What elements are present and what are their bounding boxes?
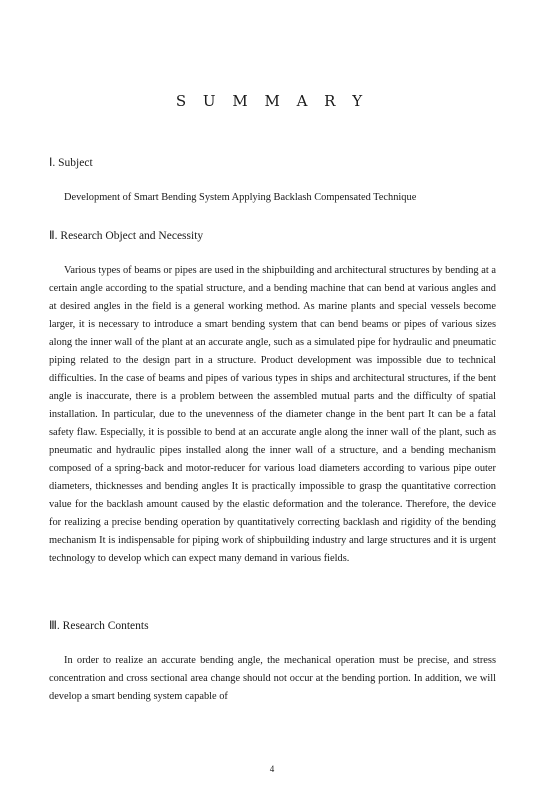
research-contents-paragraph: In order to realize an accurate bending angle, the mechanical operation must be precise, and stress concentration and cross sectional area change should not occur at the bending portion. In addition, we will develop a smart bending system capable of (49, 655, 496, 702)
page-number: 4 (269, 764, 275, 774)
summary-title: S U M M A R Y (175, 92, 369, 110)
research-object-paragraph: Various types of beams or pipes are used in the shipbuilding and architectural structures by bending at a certain angle according to the spatial structure, and a bending machine that can bend at various angles and at desired angles in the field is a general working method. As marine plants and special vessels become larger, it is necessary to introduce a smart bending system that can bend beams or pipes of various sizes along the inner wall of the plant at an accurate angle, such as a simulated pipe for hydraulic and pneumatic piping related to the design part in a structure. Product development was impossible due to technical difficulties. In the case of beams and pipes of various types in ships and architectural structures, if the bent angle is inaccurate, there is a problem between the assembled mutual parts and the difficulty of spatial installation. In particular, due to the unevenness of the diameter change in the bent part It can be a fatal safety flaw. Especially, it is possible to bend at an accurate angle along the inner wall of the plant, such as pneumatic and hydraulic pipes installed along the inner wall of a structure, and a bending mechanism composed of a spring-back and motor-reducer for various load diameters according to various pipe outer diameters, thicknesses and bending angles It is practically impossible to grasp the quantitative correction value for the backlash amount caused by the elastic deformation and the tolerance. Therefore, the device for realizing a precise bending operation by quantitatively correcting backlash and rigidity of the bending mechanism It is indispensable for piping work of shipbuilding industry and large structures and it is urgent technology to develop which can expect many demand in various fields. (49, 265, 496, 564)
section-heading-research-object: Ⅱ. Research Object and Necessity (49, 230, 204, 242)
subject-text: Development of Smart Bending System Applying Backlash Compensated Technique (64, 192, 417, 203)
section-heading-subject: Ⅰ. Subject (49, 157, 93, 169)
section-heading-research-contents: Ⅲ. Research Contents (49, 620, 149, 632)
